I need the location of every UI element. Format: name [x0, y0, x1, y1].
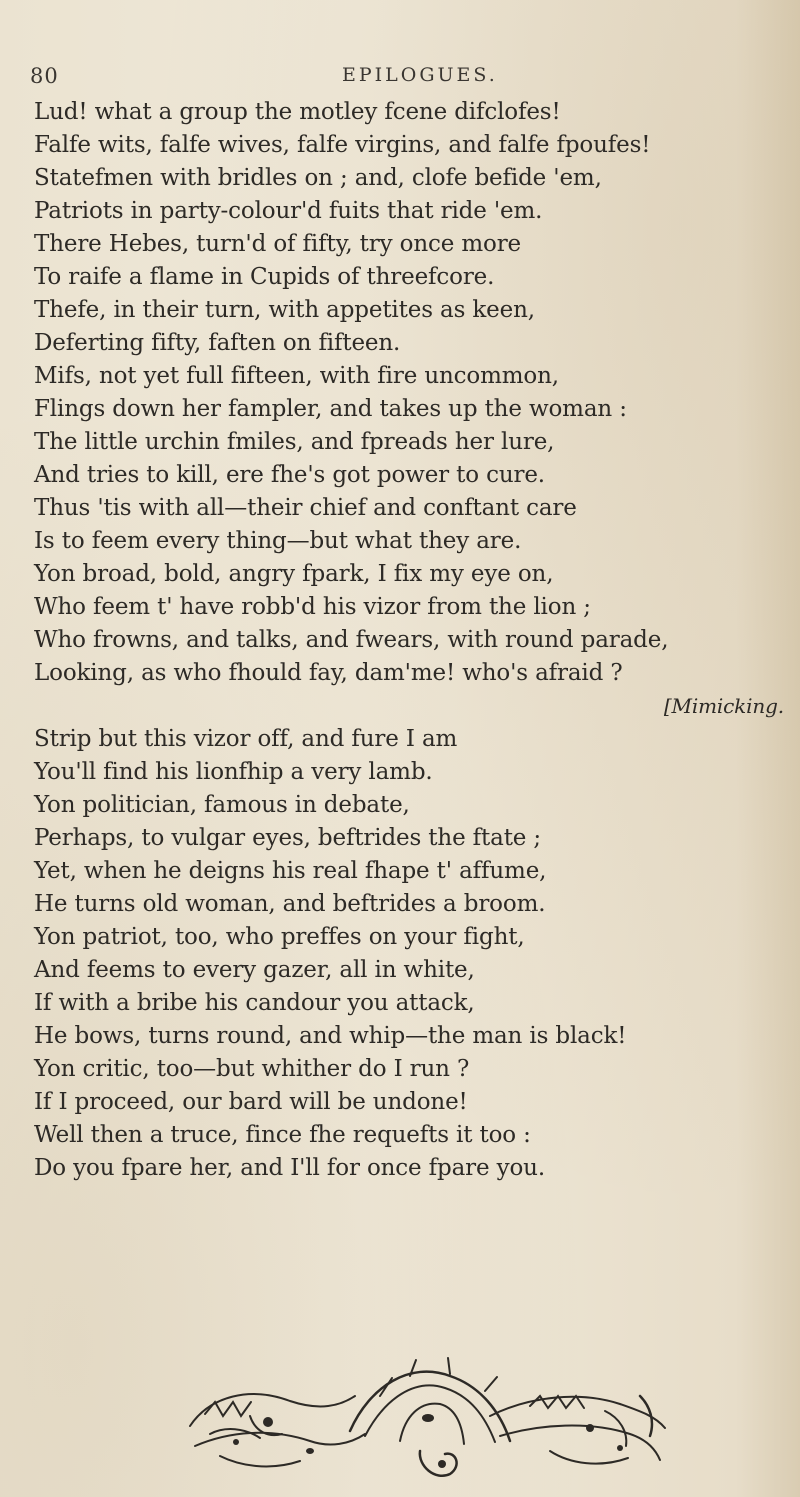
poem-line: Well then a truce, fince fhe requefts it too :: [34, 1122, 531, 1148]
poem-line: Is to feem every thing—but what they are.: [34, 528, 522, 554]
engraved-tailpiece-icon: [150, 1356, 690, 1486]
section-title: EPILOGUES.: [342, 64, 498, 86]
page-number: 80: [30, 64, 59, 88]
poem-line: And feems to every gazer, all in white,: [34, 957, 475, 983]
poem-line: Yon patriot, too, who preffes on your fight,: [34, 924, 525, 950]
poem-line: Patriots in party-colour'd fuits that ride 'em.: [34, 198, 543, 224]
poem-line: Who feem t' have robb'd his vizor from the lion ;: [34, 594, 591, 620]
poem-line: Deferting fifty, faften on fifteen.: [34, 330, 401, 356]
poem-line: He turns old woman, and beftrides a broom.: [34, 891, 546, 917]
poem-line: He bows, turns round, and whip—the man is black!: [34, 1023, 627, 1049]
running-head: [0, 54, 800, 94]
poem-line: Flings down her fampler, and takes up the woman :: [34, 396, 627, 422]
poem-line: Who frowns, and talks, and fwears, with round parade,: [34, 627, 669, 653]
poem-line: Statefmen with bridles on ; and, clofe befide 'em,: [34, 165, 602, 191]
poem-line: Yon broad, bold, angry fpark, I fix my eye on,: [34, 561, 554, 587]
poem-text: [34, 96, 800, 1185]
poem-line: Perhaps, to vulgar eyes, beftrides the ftate ;: [34, 825, 542, 851]
poem-line: You'll find his lionfhip a very lamb.: [34, 759, 433, 785]
poem-line: If with a bribe his candour you attack,: [34, 990, 475, 1016]
poem-line: Do you fpare her, and I'll for once fpare you.: [34, 1155, 545, 1181]
poem-line: Yet, when he deigns his real fhape t' affume,: [34, 858, 547, 884]
poem-line: Yon politician, famous in debate,: [34, 792, 410, 818]
poem-line: Falfe wits, falfe wives, falfe virgins, and falfe fpoufes!: [34, 132, 651, 158]
stage-direction: [Mimicking.: [663, 694, 784, 718]
poem-line: The little urchin fmiles, and fpreads her lure,: [34, 429, 555, 455]
poem-line: If I proceed, our bard will be undone!: [34, 1089, 468, 1115]
poem-line: Mifs, not yet full fifteen, with fire uncommon,: [34, 363, 559, 389]
poem-line: To raife a flame in Cupids of threefcore.: [34, 264, 495, 290]
poem-line: Thus 'tis with all—their chief and conftant care: [34, 495, 577, 521]
poem-line: Thefe, in their turn, with appetites as keen,: [34, 297, 535, 323]
poem-line: Looking, as who fhould fay, dam'me! who's afraid ?: [34, 660, 623, 686]
poem-line: And tries to kill, ere fhe's got power to cure.: [34, 462, 545, 488]
poem-line: Yon critic, too—but whither do I run ?: [34, 1056, 470, 1082]
poem-line: There Hebes, turn'd of fifty, try once more: [34, 231, 522, 257]
poem-line: Lud! what a group the motley fcene difclofes!: [34, 99, 561, 125]
poem-line: Strip but this vizor off, and fure I am: [34, 726, 458, 752]
